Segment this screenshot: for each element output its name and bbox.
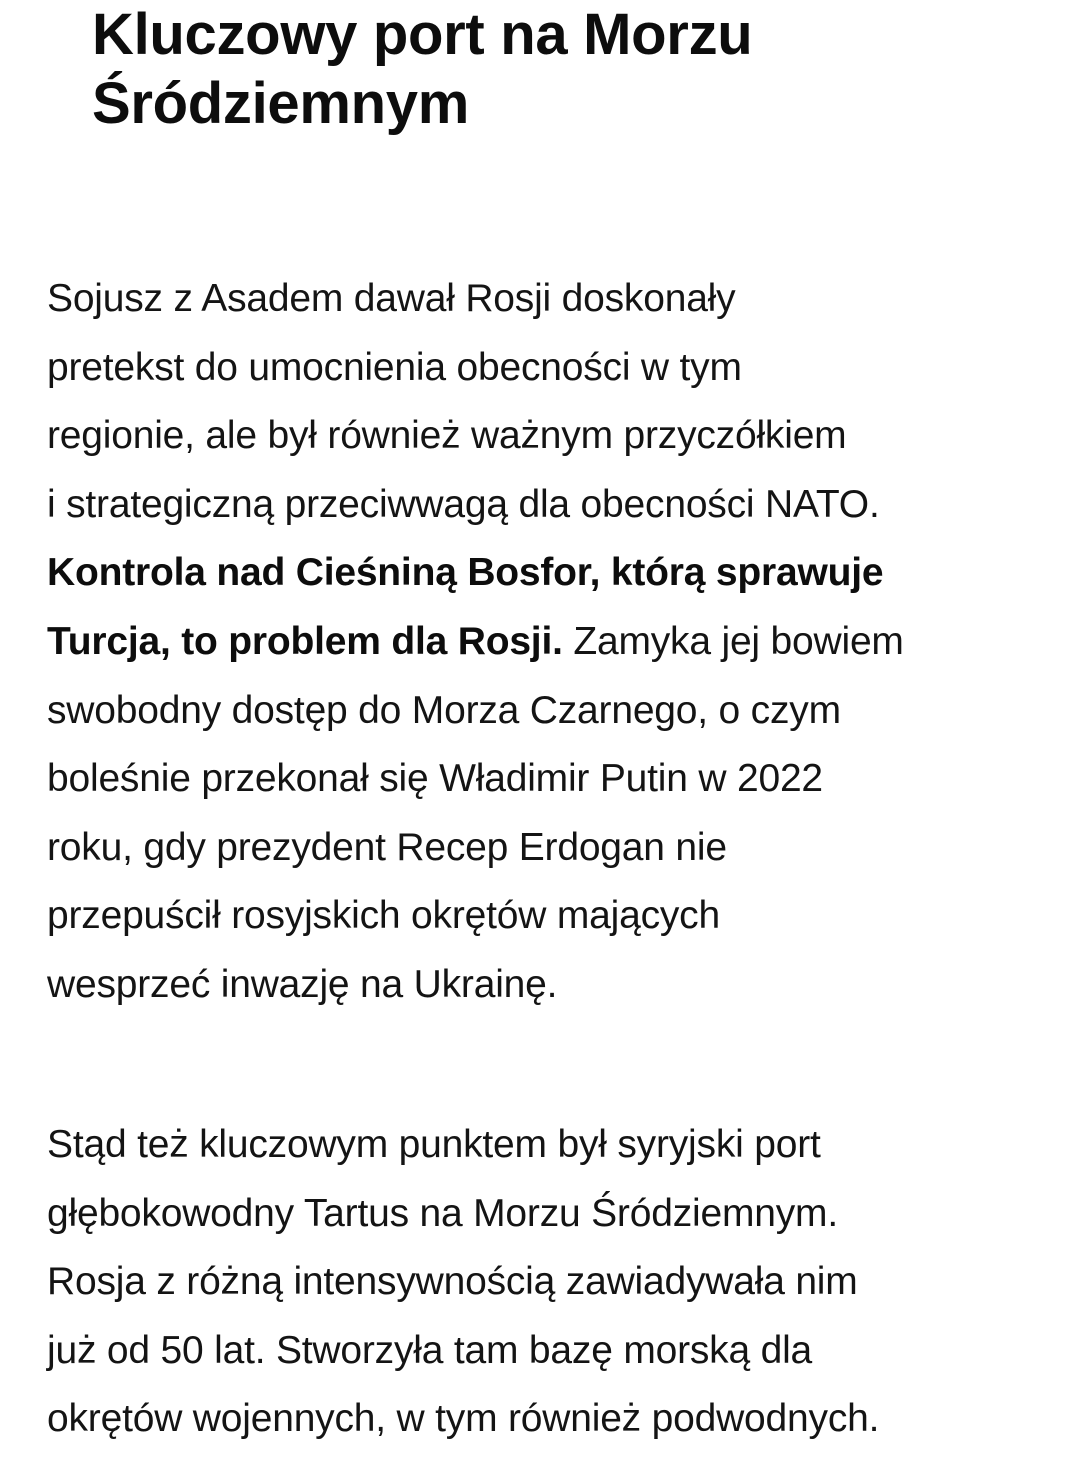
paragraph-2 — [47, 1111, 1047, 1454]
paragraph-line: i strategiczną przeciwwagą dla obecności NATO. — [47, 482, 880, 526]
paragraph-line: wesprzeć inwazję na Ukrainę. — [47, 962, 558, 1006]
paragraph-line: przepuścił rosyjskich okrętów mających — [47, 894, 720, 938]
paragraph-line: roku, gdy prezydent Recep Erdogan nie — [47, 825, 727, 869]
heading-line-2: Śródziemnym — [92, 71, 470, 136]
paragraph-line: Sojusz z Asadem dawał Rosji doskonały — [47, 277, 736, 320]
paragraph-line: boleśnie przekonał się Władimir Putin w 2022 — [47, 757, 823, 801]
paragraph-line: Stąd też kluczowym punktem był syryjski port — [47, 1123, 821, 1166]
paragraph-line: już od 50 lat. Stworzyła tam bazę morską dla — [47, 1328, 813, 1372]
heading-line-1: Kluczowy port na Morzu — [92, 2, 753, 67]
paragraph-line: pretekst do umocnienia obecności w tym — [47, 345, 742, 389]
paragraph-1 — [47, 265, 1047, 1020]
mixed-line — [47, 608, 1047, 677]
paragraph-text: Zamyka jej bowiem — [562, 619, 904, 663]
paragraph-line: swobodny dostęp do Morza Czarnego, o czym — [47, 688, 841, 732]
paragraph-line: okrętów wojennych, w tym również podwodnych. — [47, 1397, 880, 1441]
bold-emphasis-line: Kontrola nad Cieśniną Bosfor, którą sprawuje — [47, 551, 884, 595]
section-heading — [92, 0, 1032, 138]
paragraph-line: regionie, ale był również ważnym przyczółkiem — [47, 414, 847, 458]
paragraph-line: Rosja z różną intensywnością zawiadywała nim — [47, 1260, 858, 1304]
paragraph-line: głębokowodny Tartus na Morzu Śródziemnym. — [47, 1191, 838, 1235]
bold-emphasis-text: Turcja, to problem dla Rosji. — [47, 619, 563, 663]
